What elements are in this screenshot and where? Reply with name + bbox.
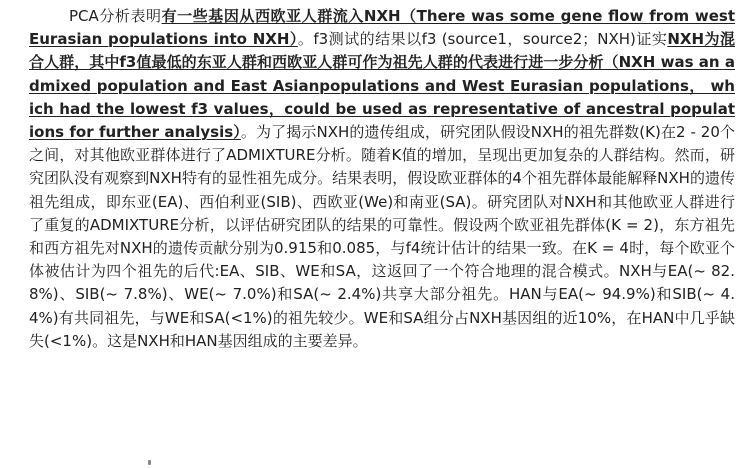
- text-cursor-mark: [148, 460, 151, 465]
- text-segment-5: 。为了揭示NXH的遗传组成，研究团队假设NXH的祖先群数(K)在2 - 20个之间，对其他欧亚群体进行了ADMIXTURE分析。随着K值的增加，呈现出更加复杂的人群结构。然而，研究团队没有观察到NXH特有的显性祖先成分。结果表明，假设欧亚群体的4个祖先群体最能解释NXH的遗传祖先组成，即东亚(EA)、西伯利亚(SIB)、西欧亚(We)和南亚(SA)。研究团队对NXH和其他欧亚人群进行了重复的ADMIXTURE分析，以评估研究团队的结果的可靠性。假设两个欧亚祖先群体(K = 2)，东方祖先和西方祖先对NXH的遗传贡献分别为0.915和0.085，与f4统计估计的结果一致。在K = 4时，每个欧亚个体被估计为四个祖先的后代:EA、SIB、WE和SA，这返回了一个符合地理的混合模式。NXH与EA(~ 82.8%)、SIB(~ 7.8%)、WE(~ 7.0%)和SA(~ 2.4%)共享大部分祖先。HAN与EA(~ 94.9%)和SIB(~ 4.4%)有共同祖先，与WE和SA(<1%)的祖先较少。WE和SA组分占NXH基因组的近10%，在HAN中几乎缺失(<1%)。这是NXH和HAN基因组成的主要差异。: [29, 123, 735, 350]
- text-segment-3: 。f3测试的结果以f3 (source1，source2；NXH)证实: [297, 30, 668, 49]
- emphasized-admixed-population-claim: NXH为混合人群，其中f3值最低的东亚人群和西欧亚人群可作为祖先人群的代表进行进一步分析（NXH was an admixed population and East Asianpopulations and West Eurasian populations， which had the lowest f3 values，could be used as representative of ancestral populations for further analysis）: [29, 30, 735, 142]
- text-segment-1: PCA分析表明: [69, 7, 162, 25]
- emphasized-gene-flow-claim: 有一些基因从西欧亚人群流入NXH（There was some gene flow from west Eurasian populations into NXH）: [29, 7, 736, 49]
- body-paragraph: [29, 5, 735, 353]
